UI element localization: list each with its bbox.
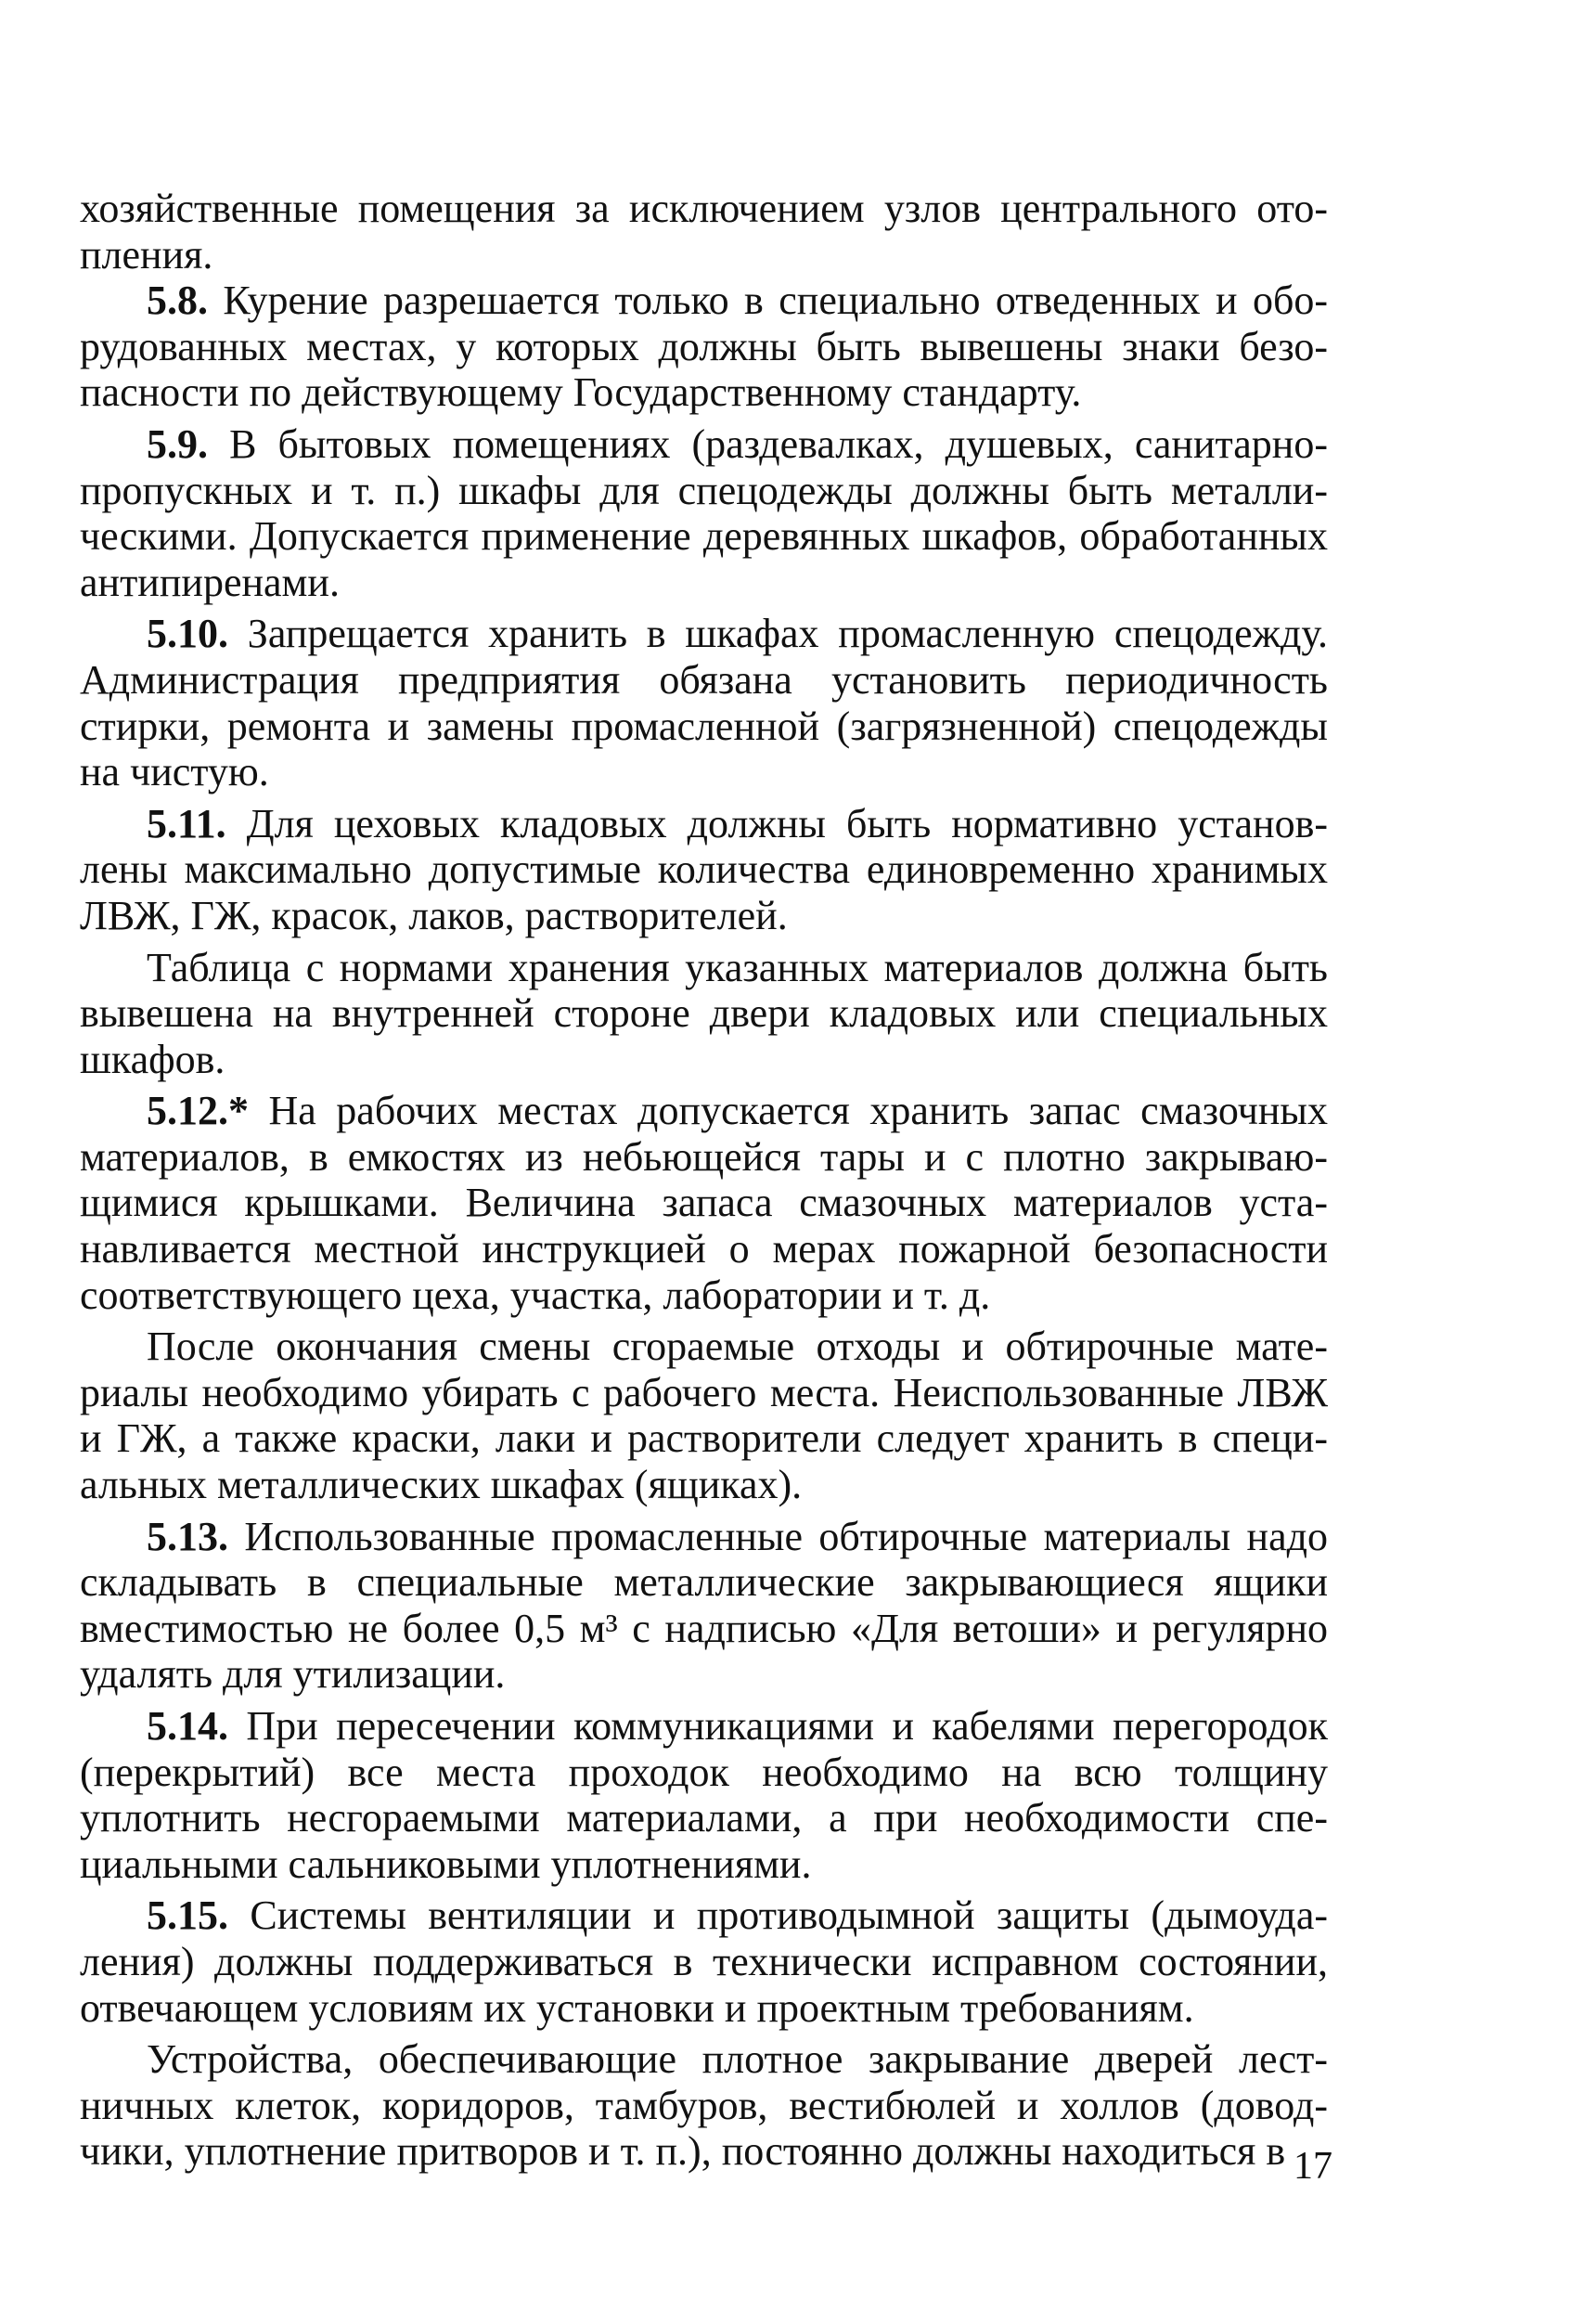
paragraph-5-15 (80, 1892, 1328, 2031)
paragraph-text: Курение разрешается только в специально отведенных и оборудованных местах, у которых должны быть вывешены знаки безопасности по действующему Государственному стандарту. (80, 278, 1328, 416)
paragraph-after-shift (80, 1324, 1328, 1507)
paragraph-5-9 (80, 421, 1328, 605)
paragraph-number: 5.8. (147, 278, 208, 324)
paragraph-table-note (80, 945, 1328, 1083)
paragraph-number: 5.10. (147, 611, 228, 657)
paragraph-number: 5.9. (147, 420, 208, 467)
paragraph-continuation (80, 186, 1328, 278)
paragraph-text: В бытовых помещениях (раздевалках, душевых, санитарно-пропускных и т. п.) шкафы для спецодежды должны быть металлическими. Допускается применение деревянных шкафов, обработанных антипиренами. (80, 420, 1328, 605)
paragraph-devices (80, 2036, 1328, 2175)
paragraph-number: 5.12.* (147, 1088, 249, 1134)
paragraph-text: Системы вентиляции и противодымной защиты (дымоудаления) должны поддерживаться в технически исправном состоянии, отвечающем условиям их установки и проектным требованиям. (80, 1892, 1328, 2031)
paragraph-number: 5.15. (147, 1892, 228, 1939)
paragraph-number: 5.13. (147, 1513, 228, 1559)
paragraph-5-11 (80, 801, 1328, 939)
paragraph-text: Для цеховых кладовых должны быть нормативно установлены максимально допустимые количества единовременно хранимых ЛВЖ, ГЖ, красок, лаков, растворителей. (80, 800, 1328, 938)
paragraph-text: Запрещается хранить в шкафах промасленную спецодежду. Администрация предприятия обязана установить периодичность стирки, ремонта и замены промасленной (загрязненной) спецодежды на чистую. (80, 611, 1328, 795)
paragraph-text: После окончания смены сгораемые отходы и обтирочные материалы необходимо убирать с рабочего места. Неиспользованные ЛВЖ и ГЖ, а также краски, лаки и растворители следует хранить в специальных металлических шкафах (ящиках). (80, 1324, 1328, 1508)
paragraph-text: Использованные промасленные обтирочные материалы надо складывать в специальные металлические закрывающиеся ящики вместимостью не более 0,5 м³ с надписью «Для ветоши» и регулярно удалять для утилизации. (80, 1513, 1328, 1698)
paragraph-5-13 (80, 1514, 1328, 1698)
paragraph-number: 5.11. (147, 800, 226, 846)
paragraph-number: 5.14. (147, 1703, 228, 1749)
paragraph-text: хозяйственные помещения за исключением узлов центрального отопления. (80, 186, 1328, 278)
paragraph-text: На рабочих местах допускается хранить запас смазочных материалов, в емкостях из небьющейся тары и с плотно закрывающимися крышками. Величина запаса смазочных материалов устанавливается местной инструкцией о мерах пожарной безопасности соответствующего цеха, участка, лаборатории и т. д. (80, 1088, 1328, 1318)
paragraph-5-10 (80, 611, 1328, 794)
paragraph-text: Таблица с нормами хранения указанных материалов должна быть вывешена на внутренней стороне двери кладовых или специальных шкафов. (80, 944, 1328, 1082)
paragraph-text: При пересечении коммуникациями и кабелями перегородок (перекрытий) все места проходок необходимо на всю толщину уплотнить несгораемыми материалами, а при необходимости специальными сальниковыми уплотнениями. (80, 1703, 1328, 1887)
body-text (80, 186, 1328, 2175)
paragraph-text: Устройства, обеспечивающие плотное закрывание дверей лестничных клеток, коридоров, тамбуров, вестибюлей и холлов (доводчики, уплотнение притворов и т. п.), постоянно должны находиться в (80, 2036, 1328, 2175)
paragraph-5-8 (80, 278, 1328, 416)
paragraph-5-12 (80, 1088, 1328, 1318)
page-number: 17 (1294, 2145, 1332, 2188)
paragraph-5-14 (80, 1703, 1328, 1887)
